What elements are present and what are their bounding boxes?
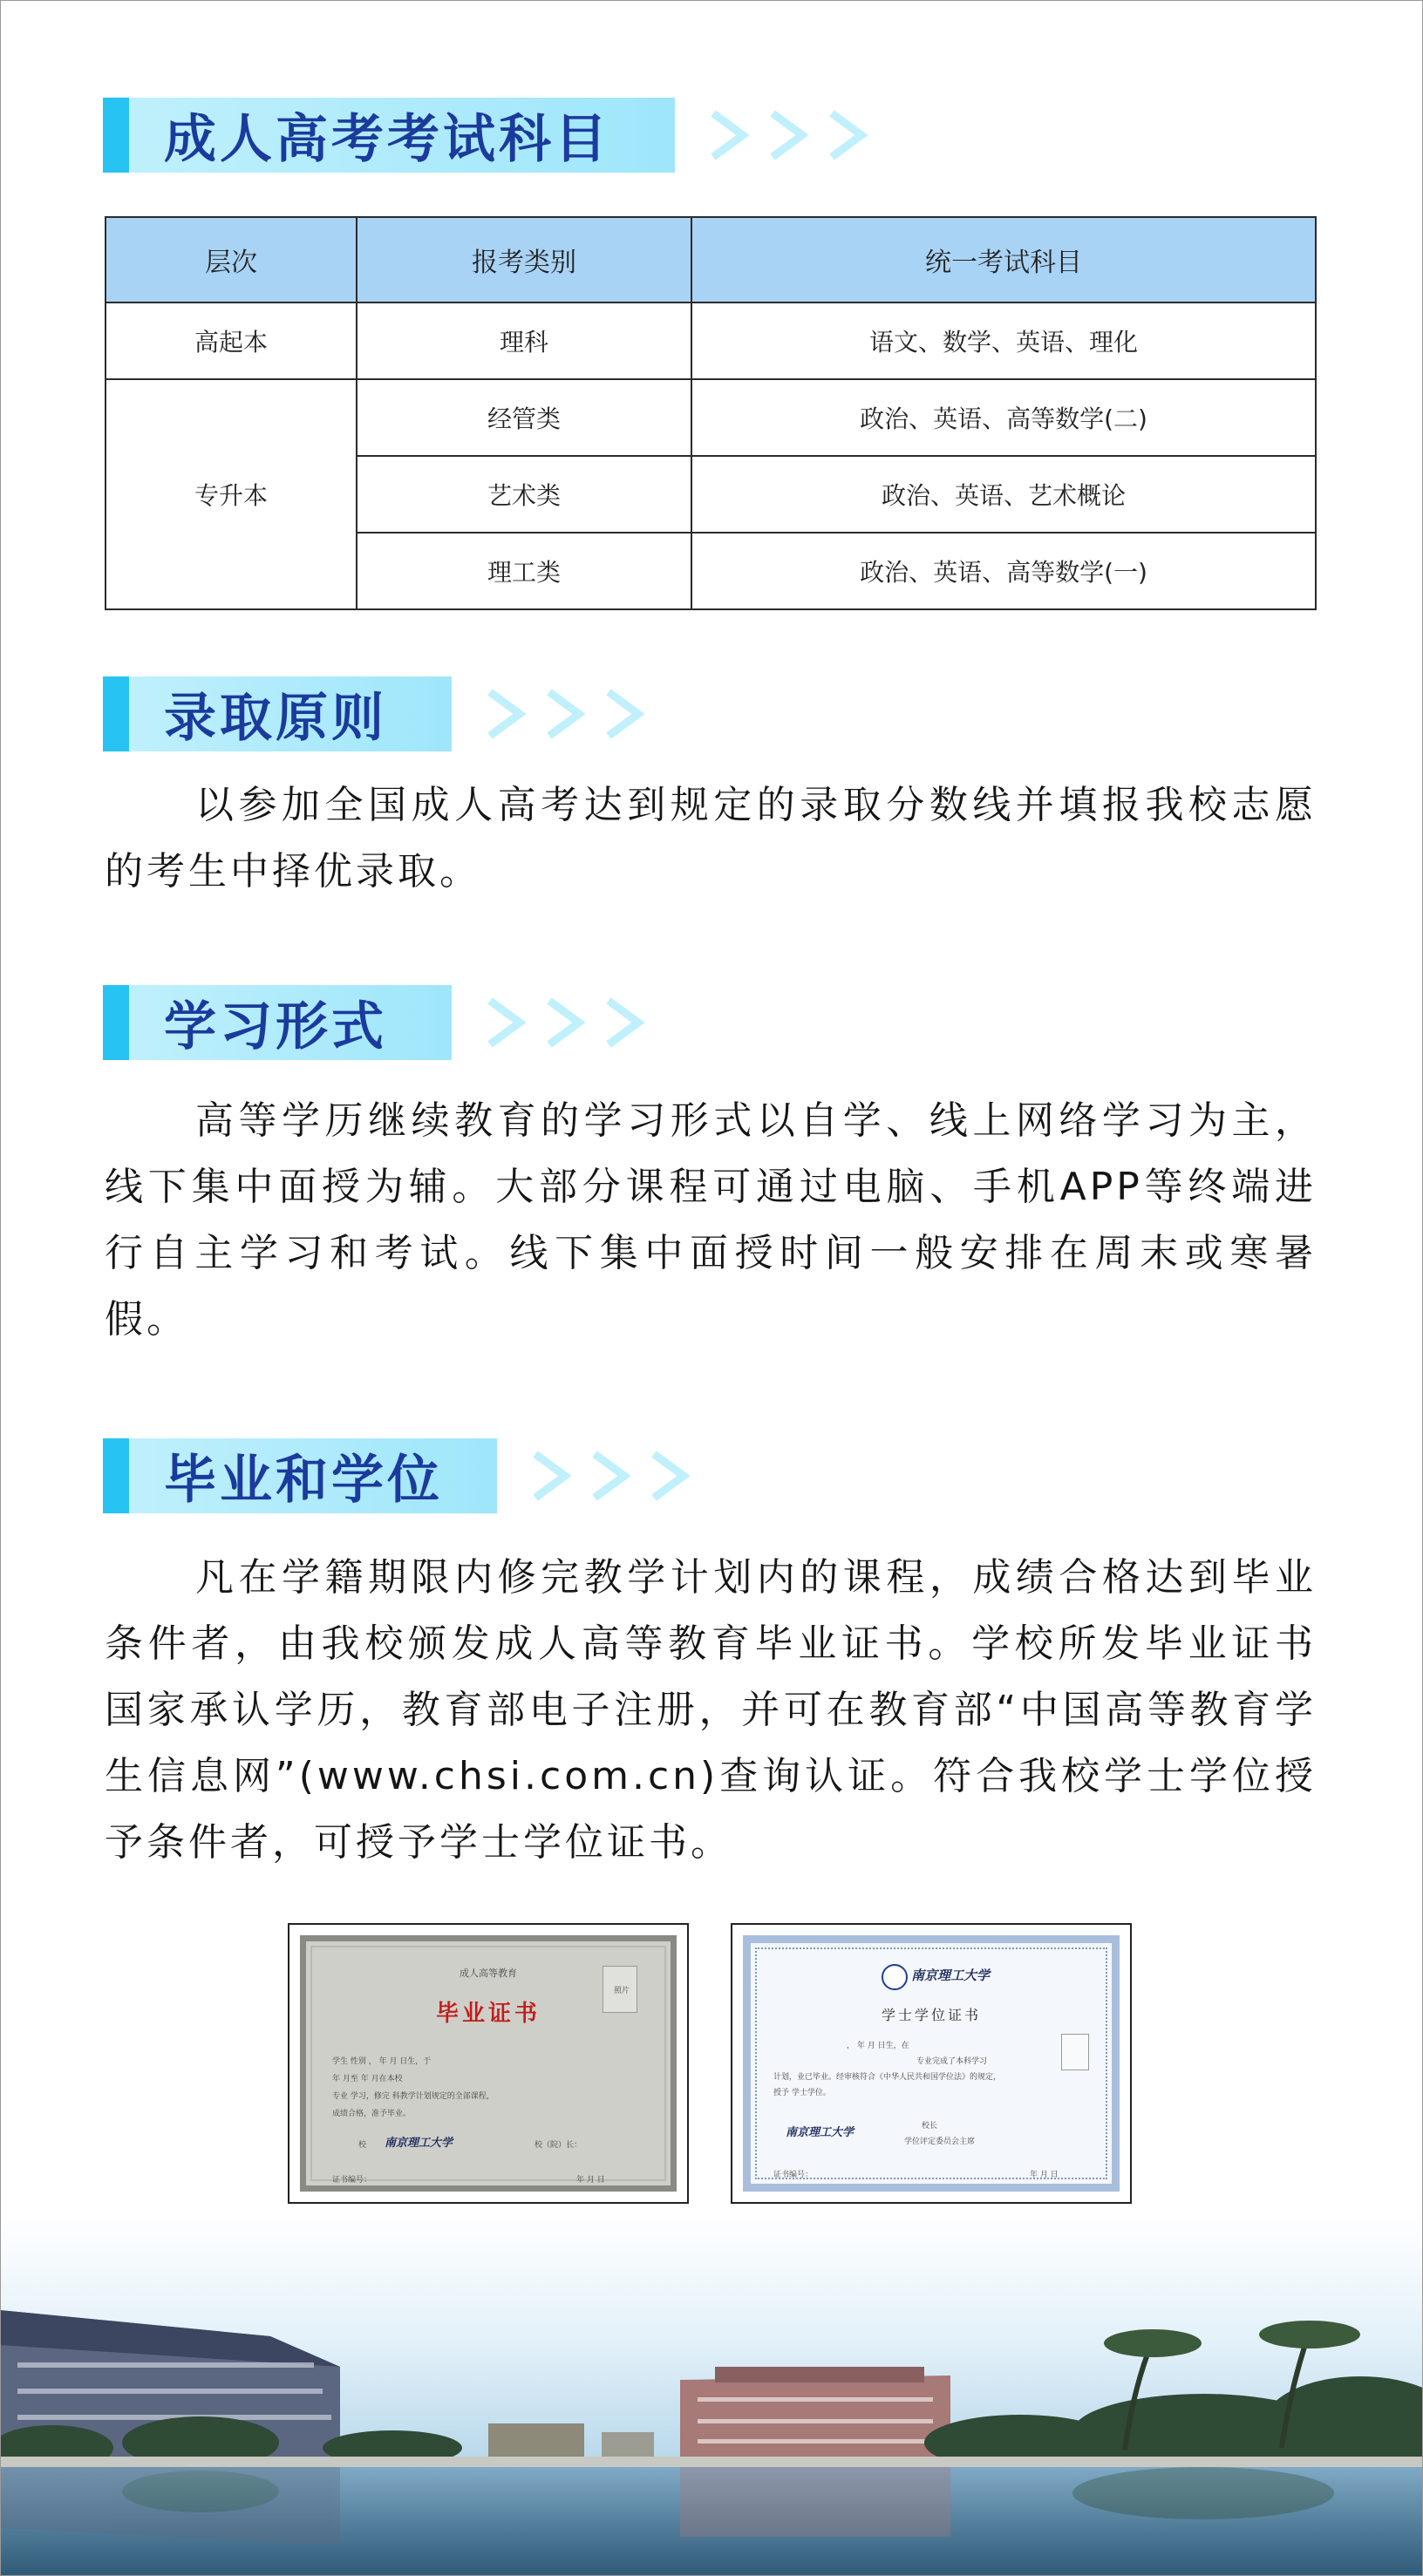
section-header-study (103, 985, 649, 1060)
table-row (106, 302, 1316, 379)
diploma-top-label: 成人高等教育 (460, 1968, 517, 1979)
category-cell: 经管类 (357, 379, 691, 456)
chevron-right-icon (586, 1447, 635, 1505)
chevron-right-icon (645, 1447, 694, 1505)
diploma-title: 毕业证书 (435, 2001, 541, 2027)
section-title-bar (103, 1438, 497, 1513)
diploma-head-label: 校（院）长： (534, 2141, 582, 2150)
chevron-right-icon (541, 685, 589, 743)
school-emblem-icon (882, 1964, 908, 1990)
section-title-bar (103, 985, 452, 1060)
school-signature: 南京理工大学 (385, 2137, 453, 2150)
diploma-line: 专业 学习，修完 科教学计划规定的全部课程， (332, 2092, 494, 2101)
certificate-number-label: 证书编号： (332, 2176, 372, 2185)
chevron-right-icon (764, 106, 813, 164)
certificate-number-label: 证书编号： (773, 2171, 814, 2179)
chevron-right-icon (541, 994, 589, 1051)
subjects-cell: 政治、英语、高等数学(一) (691, 533, 1316, 609)
subjects-cell: 政治、英语、艺术概论 (691, 456, 1316, 533)
chevron-right-icon (600, 994, 649, 1051)
diploma-certificate-body (300, 1935, 677, 2192)
degree-line: 计划，业已毕业。经审核符合《中华人民共和国学位法》的规定， (773, 2073, 1002, 2082)
diploma-seal-label: 校 (358, 2141, 367, 2150)
chevron-group (527, 1447, 694, 1505)
admission-paragraph: 以参加全国成人高考达到规定的录取分数线并填报我校志愿的考生中择优录取。 (105, 783, 1317, 894)
degree-dean-label: 校长 (922, 2122, 938, 2131)
degree-committee-label: 学位评定委员会主席 (904, 2138, 976, 2146)
photo-box (603, 1966, 637, 2013)
section-title: 成人高考考试科目 (164, 109, 610, 170)
chevron-right-icon (481, 994, 530, 1051)
school-signature: 南京理工大学 (911, 1968, 991, 1983)
diploma-line: 年 月至 年 月在本校 (332, 2075, 403, 2083)
certificate-date: 年 月 日 (1030, 2171, 1059, 2179)
level-cell: 专升本 (106, 379, 357, 609)
chevron-group (705, 106, 872, 164)
graduation-paragraph: 凡在学籍期限内修完教学计划内的课程，成绩合格达到毕业条件者，由我校颁发成人高等教育毕业证书。学校所发毕业证书国家承认学历，教育部电子注册，并可在教育部“中国高等教育学生信息网”(www.chsi.com.cn)查询认证。符合我校学士学位授予条件者，可授予学士学位证书。 (105, 1555, 1317, 1865)
center-building (680, 2375, 950, 2458)
level-cell: 高起本 (106, 302, 357, 379)
section-title: 毕业和学位 (164, 1450, 443, 1511)
degree-line: ， 年 月 日生，在 (847, 2042, 909, 2050)
subjects-cell: 语文、数学、英语、理化 (691, 302, 1316, 379)
study-paragraph: 高等学历继续教育的学习形式以自学、线上网络学习为主，线下集中面授为辅。大部分课程可通过电脑、手机APP等终端进行自主学习和考试。线下集中面授时间一般安排在周末或寒暑假。 (105, 1098, 1317, 1342)
degree-line: 授予 学士学位。 (773, 2089, 831, 2097)
degree-certificate-image (731, 1923, 1132, 2204)
diploma-line: 成绩合格，准予毕业。 (332, 2110, 412, 2118)
section-header-subjects (103, 98, 872, 173)
degree-title: 学士学位证书 (881, 2007, 981, 2023)
section-header-graduation (103, 1438, 694, 1513)
diploma-line: 学生 性别 ， 年 月 日生，于 (332, 2057, 432, 2066)
table-header-row (106, 217, 1316, 302)
certificate-date: 年 月 日 (576, 2176, 605, 2185)
section-title: 录取原则 (164, 688, 387, 749)
chevron-right-icon (823, 106, 872, 164)
table-header-cell: 层次 (106, 217, 357, 302)
category-cell: 理工类 (357, 533, 691, 609)
category-cell: 理科 (357, 302, 691, 379)
chevron-right-icon (481, 685, 530, 743)
campus-lake-scene (0, 2214, 1423, 2576)
section-title-bar (103, 676, 452, 751)
subjects-cell: 政治、英语、高等数学(二) (691, 379, 1316, 456)
table-header-cell: 报考类别 (357, 217, 691, 302)
table-row (106, 379, 1316, 456)
chevron-right-icon (527, 1447, 575, 1505)
category-cell: 艺术类 (357, 456, 691, 533)
section-title: 学习形式 (164, 996, 387, 1057)
distant-building (488, 2423, 584, 2458)
exam-subjects-table (105, 216, 1317, 610)
degree-line: 专业完成了本科学习 (916, 2057, 988, 2066)
chevron-group (481, 994, 649, 1051)
chevron-right-icon (600, 685, 649, 743)
photo-box (1061, 2034, 1089, 2070)
photo-label: 照片 (614, 1987, 630, 1995)
chevron-group (481, 685, 649, 743)
diploma-certificate-image (288, 1923, 689, 2204)
school-signature: 南京理工大学 (786, 2126, 854, 2139)
degree-certificate-body (743, 1935, 1120, 2192)
section-title-bar (103, 98, 675, 173)
section-header-admission (103, 676, 649, 751)
chevron-right-icon (705, 106, 753, 164)
table-header-cell: 统一考试科目 (691, 217, 1316, 302)
